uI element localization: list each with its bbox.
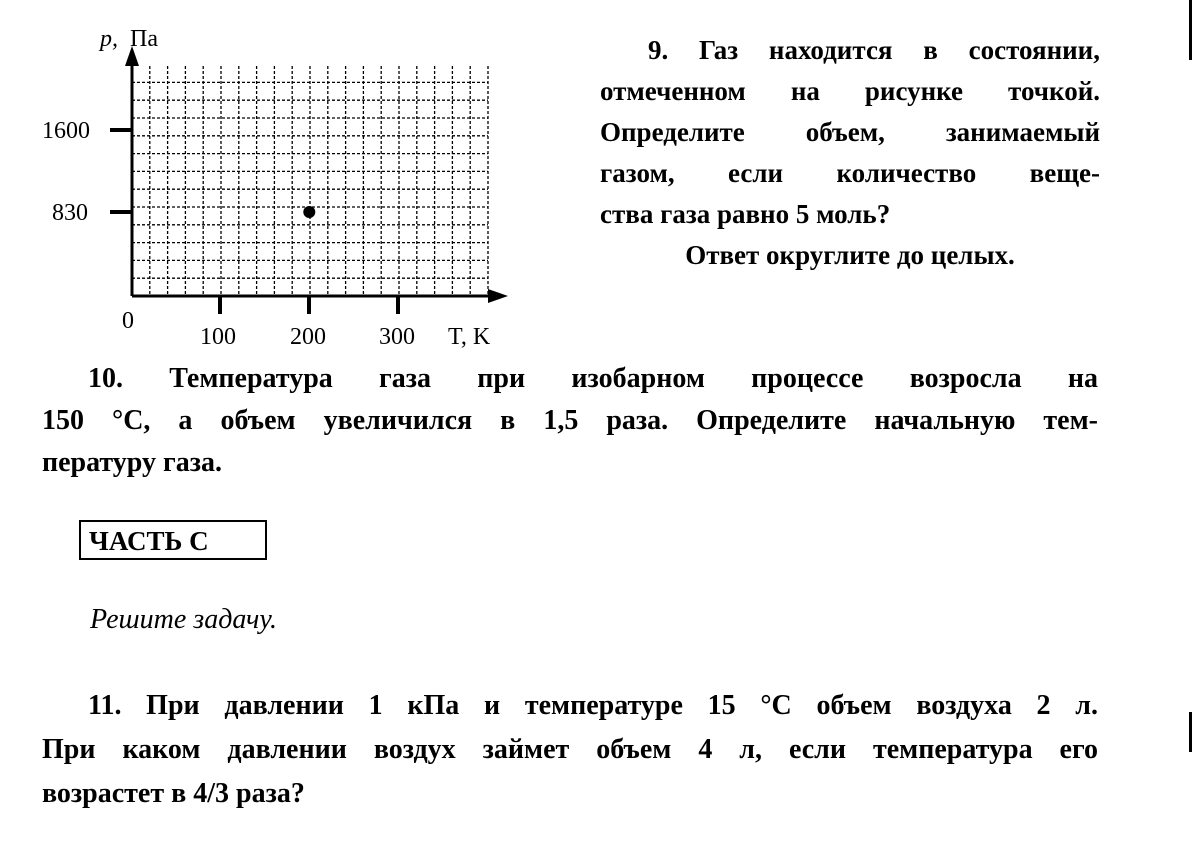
problem-11-line: При каком давлении воздух займет объем 4 л, если температура его	[42, 734, 1098, 765]
problem-9-line: Определите объем, занимаемый	[600, 117, 1100, 147]
problem-11-line: 11. При давлении 1 кПа и температуре 15 °С объем воздуха 2 л.	[88, 690, 1098, 721]
part-c-instruction: Решите задачу.	[90, 604, 278, 635]
x-tick-100: 100	[200, 324, 236, 350]
problem-11-line: возрастет в 4/3 раза?	[42, 778, 305, 809]
state-point	[303, 206, 315, 218]
problem-10-line: пературу газа.	[42, 447, 222, 478]
problem-11	[42, 684, 1098, 816]
problem-9-line: 9. Газ находится в состоянии,	[648, 35, 1100, 65]
y-axis-label: p, Па	[100, 26, 158, 52]
problem-9-line: газом, если количество веще-	[600, 158, 1100, 188]
x-tick-200: 200	[290, 324, 326, 350]
p-T-graph	[30, 22, 530, 362]
problem-9	[600, 30, 1100, 276]
origin-label: 0	[122, 308, 134, 334]
problem-9-line: отмеченном на рисунке точкой.	[600, 76, 1100, 106]
x-axis-arrow	[488, 289, 508, 303]
y-tick-830: 830	[52, 200, 88, 226]
problem-10	[42, 358, 1098, 484]
problem-9-answer-note: Ответ округлите до целых.	[685, 240, 1015, 270]
problem-9-line: ства газа равно 5 моль?	[600, 199, 891, 229]
problem-10-line: 150 °С, а объем увеличился в 1,5 раза. Определите начальную тем-	[42, 405, 1098, 436]
problem-10-line: 10. Температура газа при изобарном процессе возросла на	[88, 363, 1098, 394]
x-tick-300: 300	[379, 324, 415, 350]
x-axis-label: T, K	[448, 324, 491, 350]
y-tick-1600: 1600	[42, 118, 90, 144]
part-c-heading: ЧАСТЬ С	[79, 520, 267, 560]
graph-grid	[132, 66, 488, 296]
